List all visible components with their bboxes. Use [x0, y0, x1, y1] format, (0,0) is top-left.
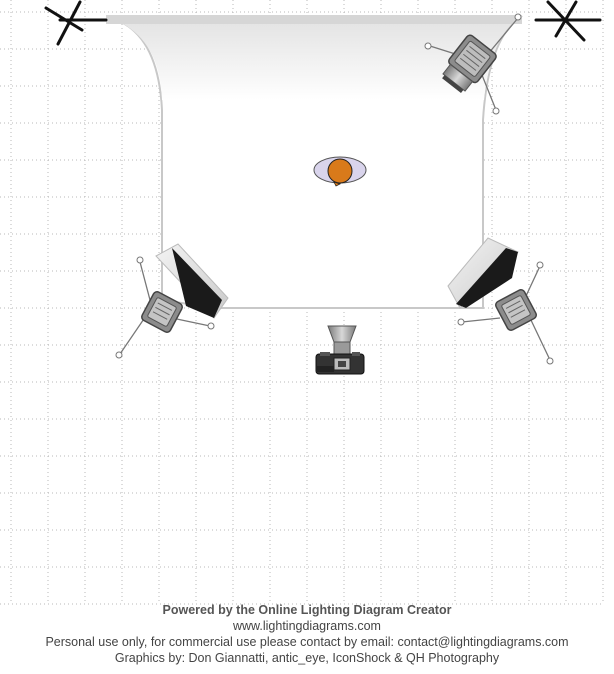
powered-by-text: Powered by the Online Lighting Diagram Creator: [162, 603, 452, 617]
backdrop-stand-icon: [46, 2, 106, 44]
backdrop-stand-icon: [536, 2, 600, 40]
credits-text: Graphics by: Don Giannatti, antic_eye, IconShock & QH Photography: [114, 651, 500, 665]
camera-icon: [316, 326, 364, 374]
website-text: www.lightingdiagrams.com: [233, 619, 381, 633]
footer: [0, 602, 614, 666]
license-text: Personal use only, for commercial use please contact by email: contact@lightingdiagrams.com: [45, 635, 569, 649]
